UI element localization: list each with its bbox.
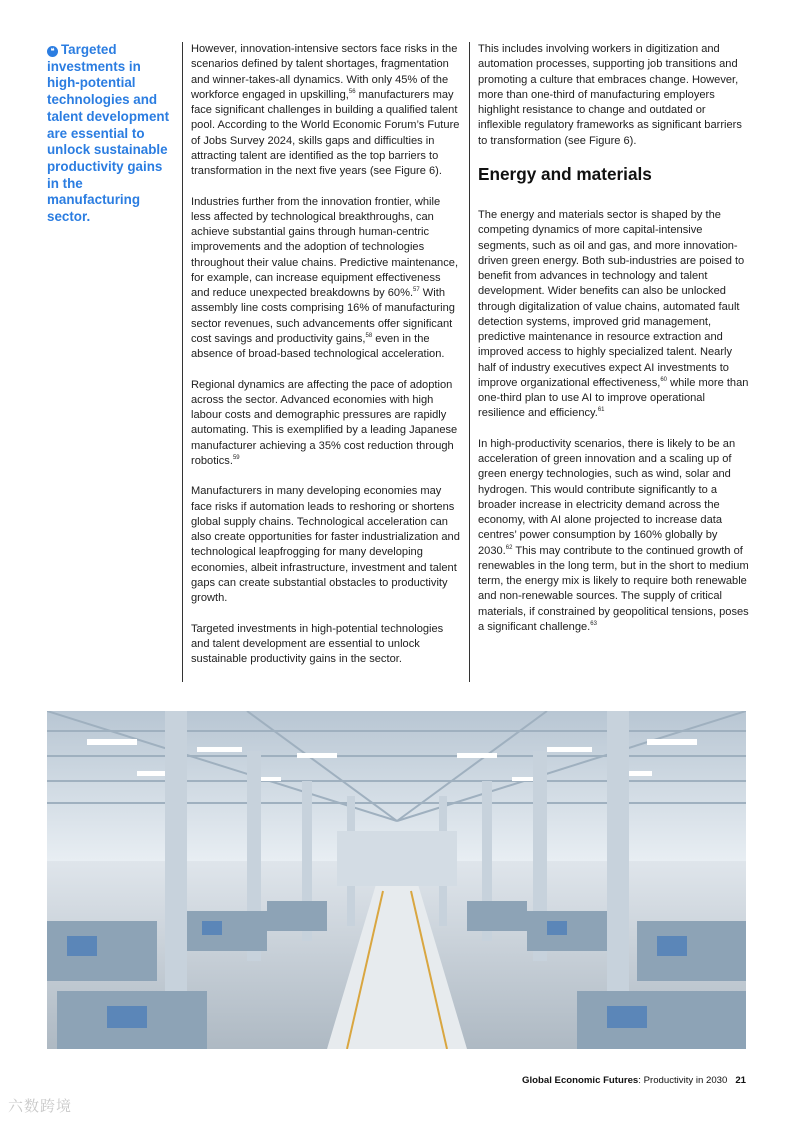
footnote-ref[interactable]: 62 — [505, 544, 513, 551]
paragraph: The energy and materials sector is shaped by the competing dynamics of more capital-intensive segments, such as oil and gas, and more innovation-driven green energy. Both sub-industries are poised to benefit from advances in technology and talent development. Wider benefits can also be unlocked through digitalization of value chains, automated fault detection systems, improved grid management, predictive maintenance in resource extraction and improved access to highly specialized talent. Nearly half of industry executives expect AI investments to improve organizational effectiveness,$^{60}$ while more than one-third plan to use AI to improve operational resilience and efficiency.$^{61}$ — [478, 209, 749, 420]
quote-icon: ❝ — [47, 46, 58, 57]
page-number: 21 — [735, 1075, 746, 1086]
body-column-right — [469, 42, 749, 682]
sidebar-pull-quote — [47, 42, 175, 226]
section-heading: Energy and materials — [478, 164, 652, 184]
footer-title-rest: : Productivity in 2030 — [638, 1075, 728, 1086]
paragraph: Manufacturers in many developing economies may face risks if automation leads to reshoring or shortens global supply chains. Technological acceleration can also create opportunities for faster industrialization and technological leapfrogging for many developing economies, albeit infrastructure, investment and talent gaps can create substantial obstacles to productivity growth. — [191, 485, 460, 604]
footnote-ref[interactable]: 61 — [597, 407, 605, 414]
paragraph: However, innovation-intensive sectors face risks in the scenarios defined by talent shortages, fragmentation and winner-takes-all dynamics. With only 45% of the workforce engaged in upskilling,$^{56}$ manufacturers may face significant challenges in building a qualified talent pool. According to the World Economic Forum’s Future of Jobs Survey 2024, skills gaps and difficulties in attracting talent are identified as the top barriers to transformation in the next five years (see Figure 6). — [191, 43, 460, 177]
footnote-ref[interactable]: 56 — [348, 88, 356, 95]
footnote-ref[interactable]: 58 — [365, 332, 373, 339]
paragraph: Targeted investments in high-potential technologies and talent development are essential to unlock sustainable productivity gains in the sector. — [191, 622, 444, 665]
footnote-ref[interactable]: 63 — [590, 620, 597, 627]
footnote-ref[interactable]: 59 — [232, 454, 240, 461]
body-column-middle — [182, 42, 462, 682]
footer-title-bold: Global Economic Futures — [522, 1075, 639, 1086]
page-footer — [522, 1075, 746, 1086]
footnote-ref[interactable]: 60 — [660, 376, 668, 383]
factory-photo — [47, 711, 746, 1049]
paragraph: This includes involving workers in digitization and automation processes, supporting job transitions and promoting a culture that embraces change. However, more than one-third of manufacturing employers highlight resistance to change and outdated or inflexible regulatory frameworks as significant barriers to transformation (see Figure 6). — [478, 43, 742, 147]
paragraph: Industries further from the innovation frontier, while less affected by technological breakthroughs, can achieve substantial gains through human-centric improvements and the adoption of technologies throughout their value chains. Predictive maintenance, for example, can increase equipment effectiveness and reduce unexpected breakdowns by 60%.$^{57}$ With assembly line costs comprising 16% of manufacturing sector revenues, such advancements offer significant cost savings and productivity gains,$^{58}$ even in the absence of broad-based technological acceleration. — [191, 195, 459, 360]
watermark: 六数跨境 — [8, 1097, 73, 1115]
pull-quote-text: Targeted investments in high-potential technologies and talent development are essential to unlock sustainable productivity gains in the manufacturing sector. — [47, 42, 170, 225]
paragraph: Regional dynamics are affecting the pace of adoption across the sector. Advanced economies with high labour costs and demographic pressures are rapidly automating. This is exemplified by a leading Japanese manufacturer achieving a 35% cost reduction through robotics.$^{59}$ — [191, 378, 458, 467]
footnote-ref[interactable]: 57 — [413, 287, 420, 293]
paragraph: In high-productivity scenarios, there is likely to be an acceleration of green innovation and a scaling up of green energy technologies, such as wind, solar and hydrogen. This would contribute significantly to a broader increase in electricity demand across the economy, with AI alone projected to increase data centres’ power consumption by 160% globally by 2030.62 This may contribute to the continued growth of renewables in the long term, but in the short to medium term, the energy mix is likely to require both renewable and non-renewable sources. The supply of critical materials, if constrained by geopolitical tensions, poses a significant challenge.$^{63}$ — [478, 437, 749, 633]
